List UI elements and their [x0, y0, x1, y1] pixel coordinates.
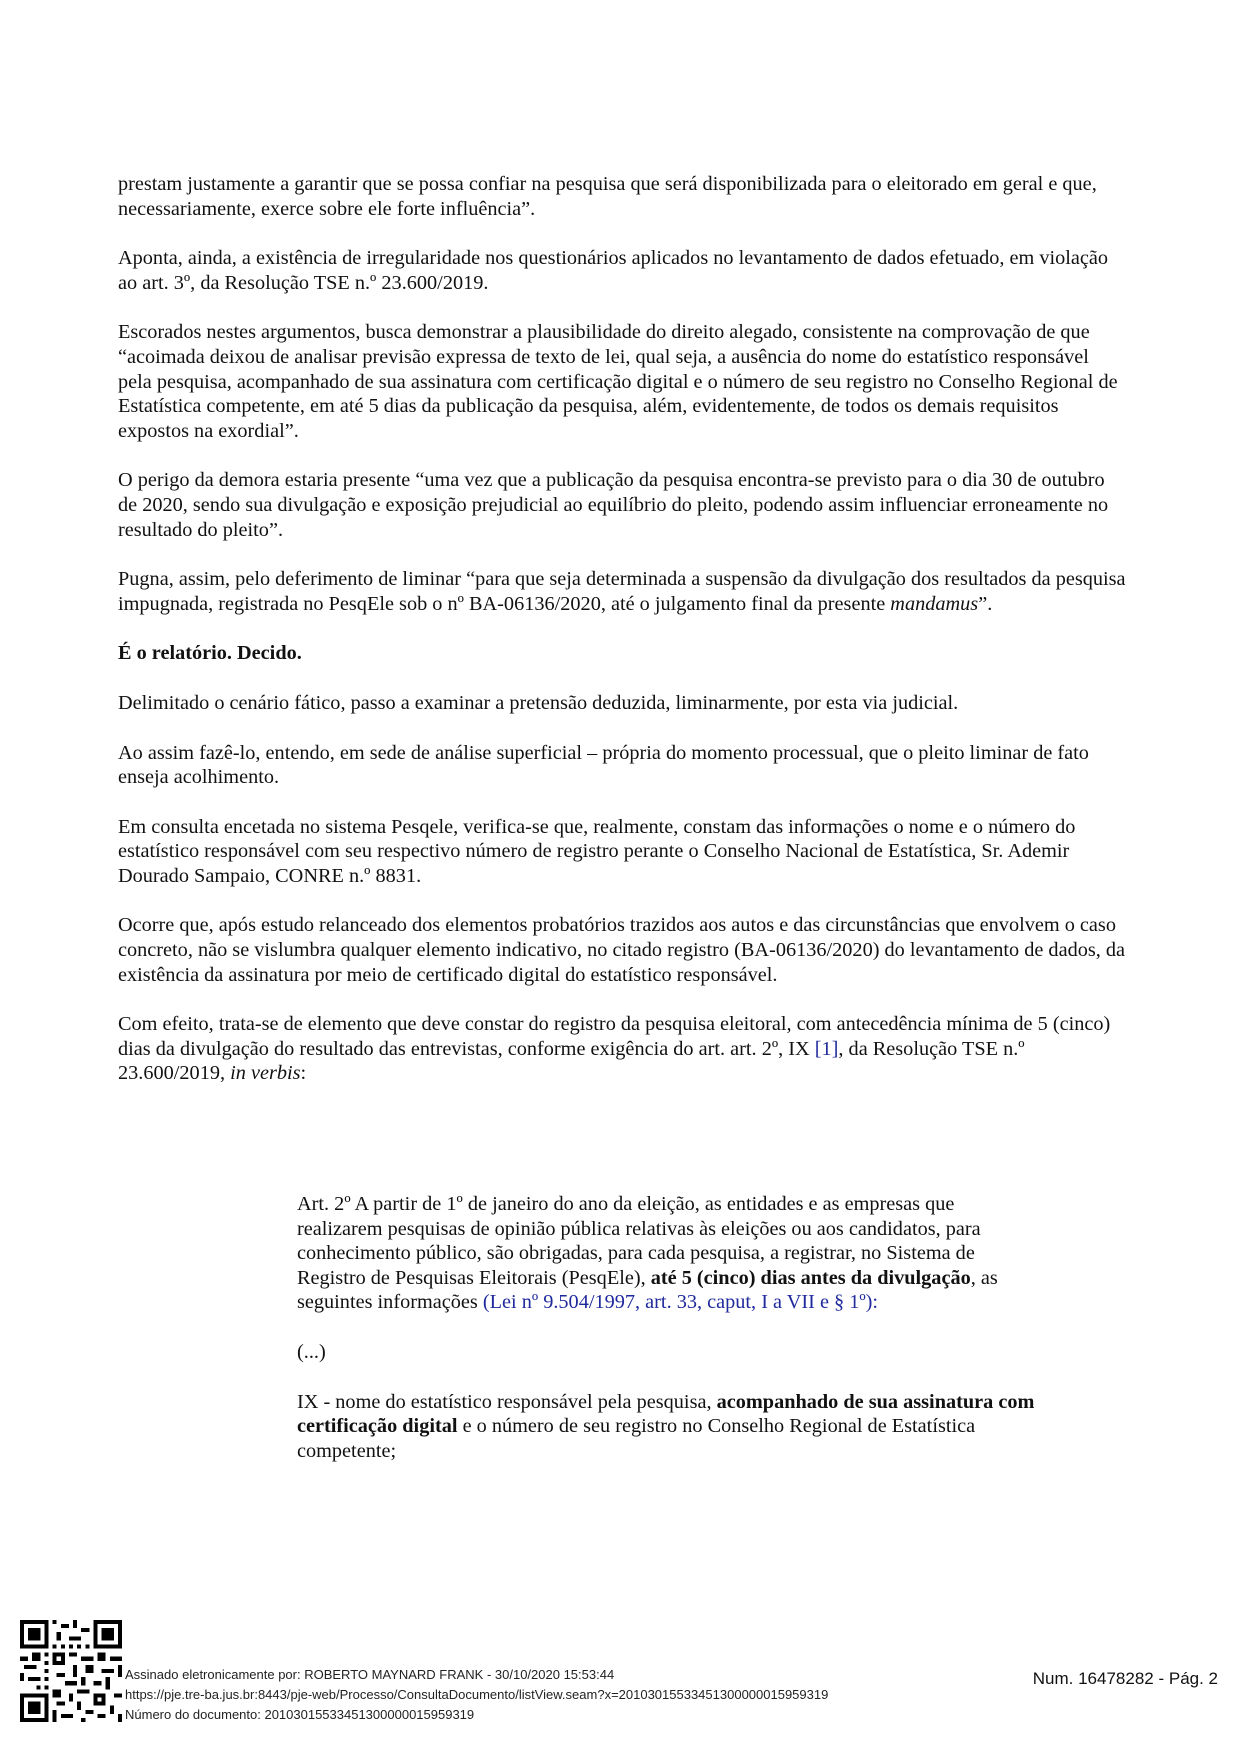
quote-article-bold: até 5 (cinco) dias antes da divulgação — [650, 1266, 971, 1289]
quote-item-end: e o número de seu registro no Conselho Regional de Estatística competente; — [297, 1415, 976, 1462]
paragraph-7: Ao assim fazê-lo, entendo, em sede de análise superficial – própria do momento processual, que o pleito liminar de fato enseja acolhimento. — [118, 741, 1089, 789]
section-heading: É o relatório. Decido. — [118, 642, 302, 665]
document-number: Número do documento: 20103015533451300000015959319 — [125, 1707, 475, 1722]
qr-code-icon — [20, 1620, 122, 1722]
paragraph-1: prestam justamente a garantir que se possa confiar na pesquisa que será disponibilizada para o eleitorado em geral e que, necessariamente, exerce sobre ele forte influência”. — [118, 173, 1097, 220]
page-reference: Num. 16478282 - Pág. 2 — [1032, 1669, 1218, 1688]
signed-by: Assinado eletronicamente por: ROBERTO MAYNARD FRANK - 30/10/2020 15:53:44 — [125, 1667, 615, 1682]
paragraph-10-end: : — [300, 1062, 307, 1085]
legal-quote — [297, 1192, 1042, 1488]
paragraph-10-text: Com efeito, trata-se de elemento que deve constar do registro da pesquisa eleitoral, com antecedência mínima de 5 (cinco) dias da divulgação do resultado das entrevistas, conforme exigência do art. art. 2º, IX — [118, 1013, 1111, 1060]
paragraph-5-italic: mandamus — [890, 592, 979, 615]
document-body — [118, 172, 1126, 1111]
footnote-link[interactable]: [1] — [814, 1037, 839, 1060]
paragraph-4: O perigo da demora estaria presente “uma vez que a publicação da pesquisa encontra-se previsto para o dia 30 de outubro de 2020, sendo sua divulgação e exposição prejudicial ao equilíbrio do pleito, podendo assim influenciar erroneamente no resultado do pleito”. — [118, 469, 1109, 541]
quote-article — [297, 1192, 1042, 1315]
paragraph-10-italic: in verbis — [230, 1062, 301, 1085]
paragraph-10-mid: , da Resolução TSE n.º 23.600/2019, — [118, 1037, 1025, 1085]
paragraph-10 — [118, 1012, 1126, 1086]
quote-item-text: IX - nome do estatístico responsável pela pesquisa, — [297, 1390, 717, 1413]
paragraph-5-end: ”. — [978, 592, 993, 615]
paragraph-6: Delimitado o cenário fático, passo a examinar a pretensão deduzida, liminarmente, por esta via judicial. — [118, 691, 959, 714]
quote-article-mid: , as seguintes informações — [297, 1266, 998, 1314]
quote-item-ix — [297, 1390, 1042, 1464]
quote-ellipsis: (...) — [297, 1340, 326, 1363]
quote-item-bold: acompanhado de sua assinatura com certificação digital — [297, 1390, 1035, 1438]
paragraph-5-text: Pugna, assim, pelo deferimento de liminar “para que seja determinada a suspensão da divulgação dos resultados da pesquisa impugnada, registrada no PesqEle sob o nº BA-06136/2020, até o julgamento final da presente — [118, 568, 1126, 615]
law-citation-link[interactable]: (Lei nº 9.504/1997, art. 33, caput, I a VII e § 1º): — [482, 1291, 879, 1314]
paragraph-2: Aponta, ainda, a existência de irregularidade nos questionários aplicados no levantamento de dados efetuado, em violação ao art. 3º, da Resolução TSE n.º 23.600/2019. — [118, 247, 1109, 294]
document-url[interactable]: https://pje.tre-ba.jus.br:8443/pje-web/Processo/ConsultaDocumento/listView.seam?x=20103015533451300000015959319 — [125, 1687, 829, 1702]
quote-article-text: Art. 2º A partir de 1º de janeiro do ano da eleição, as entidades e as empresas que realizarem pesquisas de opinião pública relativas às eleições ou aos candidatos, para conhecimento público, são obrigadas, para cada pesquisa, a registrar, no Sistema de Registro de Pesquisas Eleitorais (PesqEle), — [297, 1193, 981, 1289]
paragraph-9: Ocorre que, após estudo relanceado dos elementos probatórios trazidos aos autos e das circunstâncias que envolvem o caso concreto, não se vislumbra qualquer elemento indicativo, no citado registro (BA-06136/2020) do levantamento de dados, da existência da assinatura por meio de certificado digital do estatístico responsável. — [118, 914, 1126, 986]
signature-info — [125, 1665, 828, 1725]
paragraph-3: Escorados nestes argumentos, busca demonstrar a plausibilidade do direito alegado, consistente na comprovação de que “acoimada deixou de analisar previsão expressa de texto de lei, qual seja, a ausência do nome do estatístico responsável pela pesquisa, acompanhado de sua assinatura com certificação digital e o número de seu registro no Conselho Regional de Estatística competente, em até 5 dias da publicação da pesquisa, além, evidentemente, de todos os demais requisitos expostos na exordial”. — [118, 321, 1118, 442]
paragraph-5 — [118, 567, 1126, 616]
signature-footer — [0, 1612, 1240, 1755]
paragraph-8: Em consulta encetada no sistema Pesqele, verifica-se que, realmente, constam das informações o nome e o número do estatístico responsável com seu respectivo número de registro perante o Conselho Nacional de Estatística, Sr. Ademir Dourado Sampaio, CONRE n.º 8831. — [118, 815, 1076, 887]
